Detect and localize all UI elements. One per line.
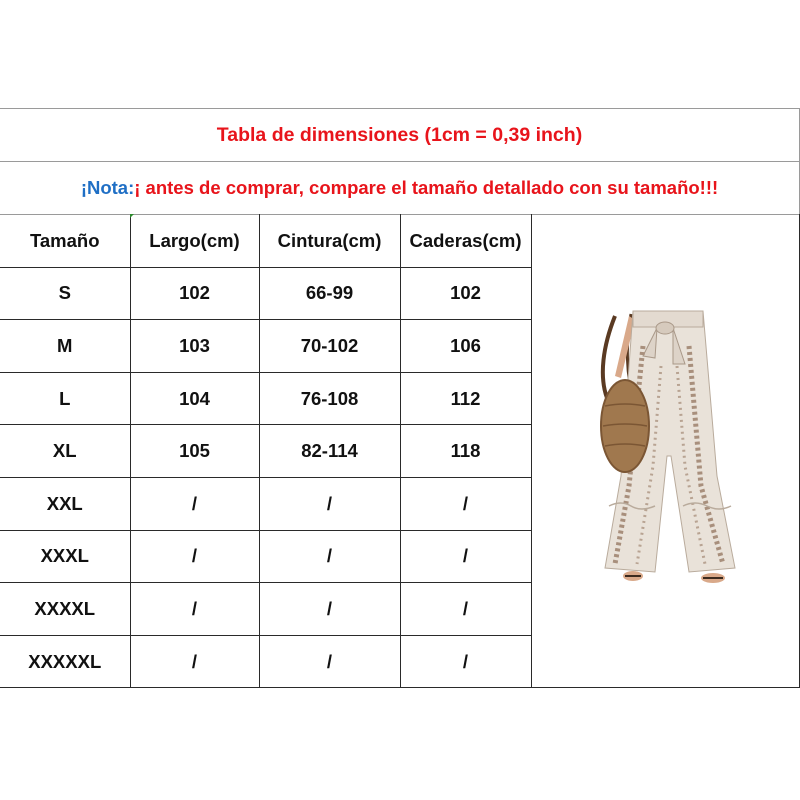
size-cell: XXXL	[0, 530, 130, 583]
size-table	[0, 214, 800, 688]
waist-cell: /	[259, 583, 400, 636]
chart-title: Tabla de dimensiones (1cm = 0,39 inch)	[216, 123, 583, 146]
header-cell: Largo(cm)	[130, 215, 259, 268]
hips-cell: /	[400, 583, 531, 636]
waist-cell: /	[259, 635, 400, 688]
length-cell: /	[130, 635, 259, 688]
waist-cell: /	[259, 530, 400, 583]
size-cell: S	[0, 267, 130, 320]
size-cell: XL	[0, 425, 130, 478]
title-row	[0, 108, 800, 161]
length-cell: 105	[130, 425, 259, 478]
header-cell: Tamaño	[0, 215, 130, 268]
header-cell: Caderas(cm)	[400, 215, 531, 268]
waist-cell: /	[259, 477, 400, 530]
note-label: ¡Nota:	[80, 177, 135, 198]
waist-cell: 76-108	[259, 372, 400, 425]
waist-cell: 70-102	[259, 320, 400, 373]
product-photo	[585, 306, 745, 596]
hips-cell: 112	[400, 372, 531, 425]
waist-cell: 82-114	[259, 425, 400, 478]
hips-cell: 106	[400, 320, 531, 373]
waist-cell: 66-99	[259, 267, 400, 320]
header-row	[0, 215, 799, 268]
size-cell: L	[0, 372, 130, 425]
note-row	[0, 161, 800, 214]
length-cell: 103	[130, 320, 259, 373]
length-cell: /	[130, 477, 259, 530]
header-cell: Cintura(cm)	[259, 215, 400, 268]
note-text: ¡ antes de comprar, compare el tamaño detallado con su tamaño!!!	[134, 177, 719, 198]
length-cell: /	[130, 530, 259, 583]
hips-cell: 118	[400, 425, 531, 478]
size-cell: XXL	[0, 477, 130, 530]
hips-cell: /	[400, 635, 531, 688]
length-cell: 102	[130, 267, 259, 320]
size-cell: XXXXL	[0, 583, 130, 636]
size-cell: XXXXXL	[0, 635, 130, 688]
product-photo-cell	[531, 215, 799, 688]
size-cell: M	[0, 320, 130, 373]
hips-cell: /	[400, 477, 531, 530]
length-cell: 104	[130, 372, 259, 425]
hips-cell: 102	[400, 267, 531, 320]
cell-corner-mark	[130, 214, 134, 218]
length-cell: /	[130, 583, 259, 636]
hips-cell: /	[400, 530, 531, 583]
size-chart	[0, 108, 800, 689]
